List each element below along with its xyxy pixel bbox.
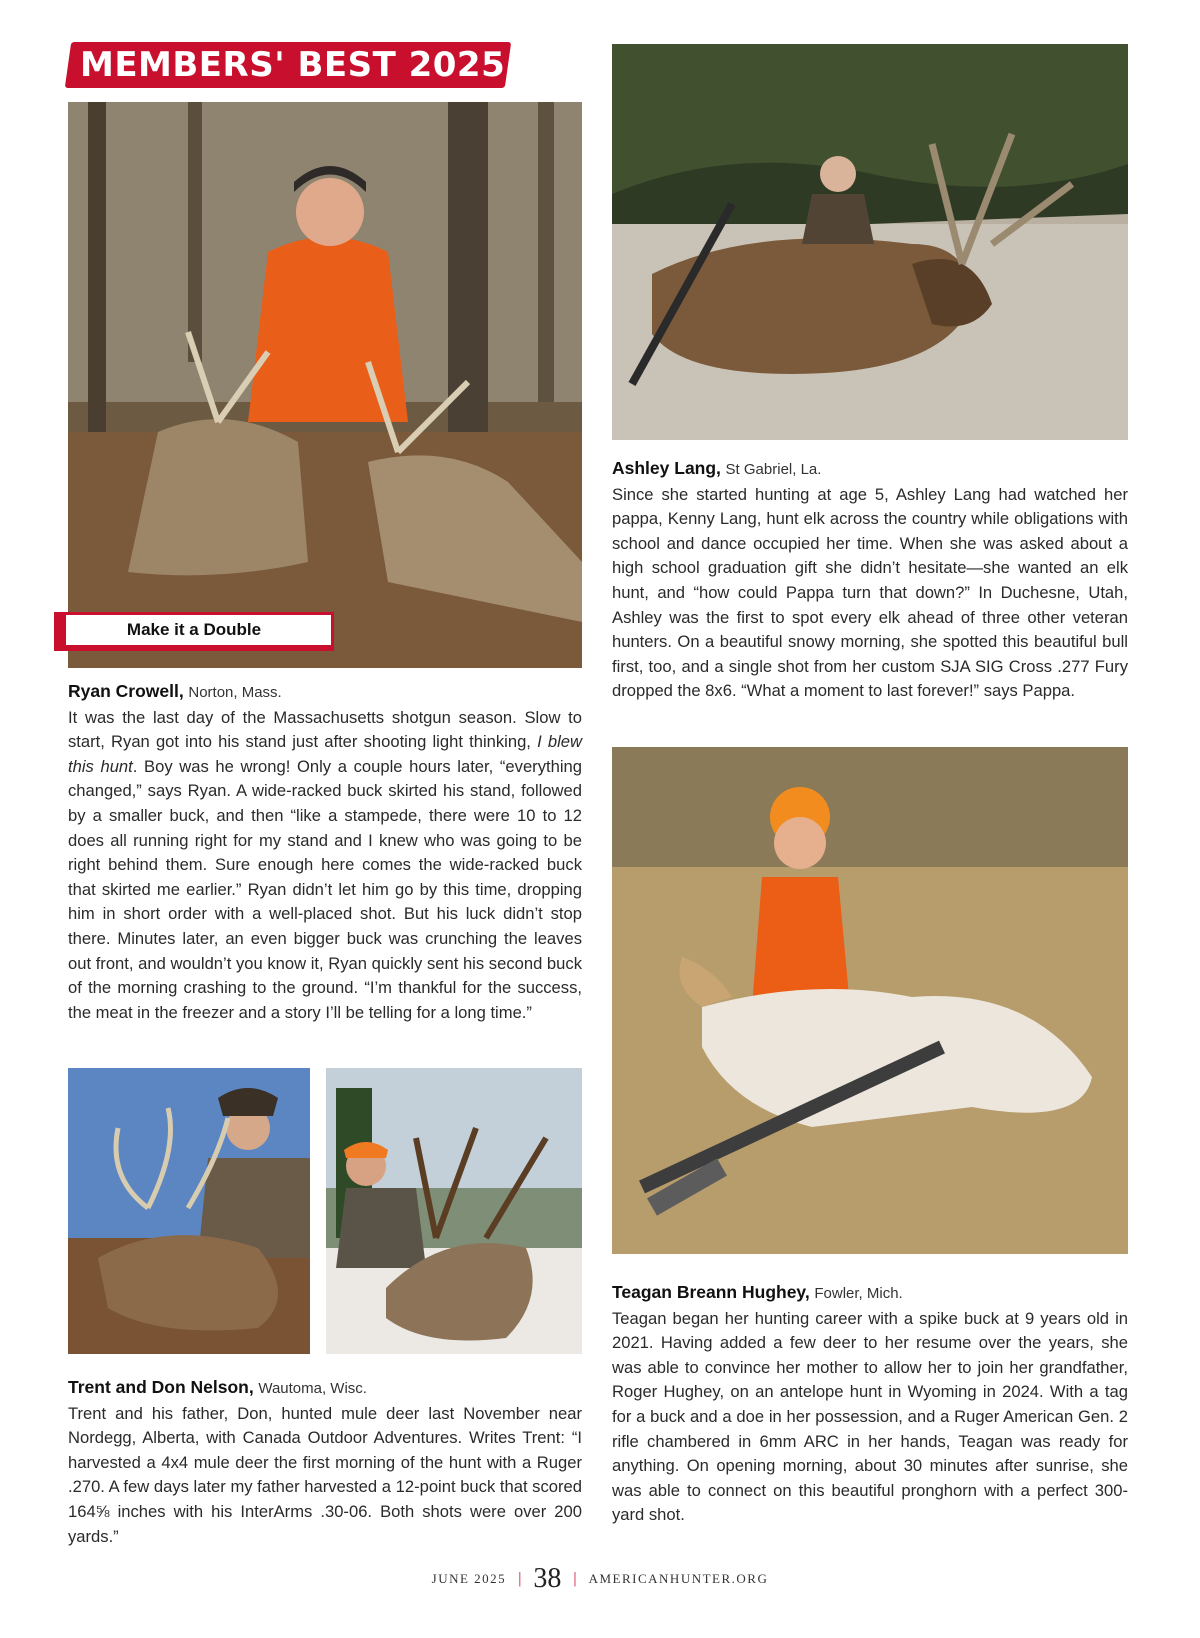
story-hughey-name: Teagan Breann Hughey, [612,1282,810,1302]
story-nelson-body [68,1375,582,1549]
photo-nelson-mule-deer-1 [68,1068,310,1354]
photo-crowell-whitetails [68,102,582,668]
page-title: MEMBERS' BEST 2025 [80,45,506,85]
photo-lang-elk [612,44,1128,440]
footer-separator-right: | [573,1570,577,1587]
story-hughey-body [612,1280,1128,1528]
story-lang-name: Ashley Lang, [612,458,721,478]
story-crowell-text-italic: I blew this hunt [68,732,582,776]
story-hughey-location: Fowler, Mich. [814,1285,903,1302]
story-hughey [612,1280,1128,1528]
story-lang-text: Since she started hunting at age 5, Ashley Lang had watched her pappa, Kenny Lang, hunt elk across the country while obligations with school and dance occupied her time. When she was asked about a high school graduation gift she didn’t hesitate—she wanted an elk hunt, and “how could Pappa turn that down?” In Duchesne, Utah, Ashley was the first to spot every elk ahead of three other veteran hunters. On a beautiful snowy morning, she spotted this beautiful bull first, too, and a single shot from her custom SJA SIG Cross .277 Fury dropped the 8x6. “What a moment to last forever!” says Pappa. [612,484,1128,701]
footer-site[interactable]: AMERICANHUNTER.ORG [588,1571,769,1586]
story-nelson-text: Trent and his father, Don, hunted mule deer last November near Nordegg, Alberta, with Canada Outdoor Adventures. Writes Trent: “I harvested a 4x4 mule deer the first morning of the hunt with a Ruger .270. A few days later my father harvested a 12-point buck that scored 164⅝ inches with his InterArms .30-06. Both shots were over 200 yards.” [68,1403,582,1546]
photo-hughey-pronghorn [612,747,1128,1254]
story-nelson-location: Wautoma, Wisc. [258,1380,367,1397]
footer-page-number: 38 [533,1563,562,1594]
photo-nelson-mule-deer-2 [326,1068,582,1354]
footer-separator-left: | [518,1570,522,1587]
story-crowell [68,679,582,1025]
story-lang [612,456,1128,704]
story-nelson [68,1375,582,1549]
story-crowell-body [68,679,582,1025]
page-footer [0,1563,1200,1603]
story-hughey-text: Teagan began her hunting career with a spike buck at 9 years old in 2021. Having added a few deer to her resume over the years, she was able to convince her mother to allow her to join her grandfather, Roger Hughey, on an antelope hunt in Wyoming in 2024. With a tag for a buck and a doe in her possession, and a Ruger American Gen. 2 rifle chambered in 6mm ARC in her hands, Teagan was ready for anything. On opening morning, about 30 minutes after sunrise, she was able to connect on this beautiful pronghorn with a perfect 300-yard shot. [612,1308,1128,1525]
story-crowell-name: Ryan Crowell, [68,681,184,701]
story-crowell-text-2: . Boy was he wrong! Only a couple hours later, “everything changed,” says Ryan. A wide-racked buck skirted his stand, followed by a smaller buck, and then “like a stampede, there were 10 to 12 does all running right for my stand and I knew who was going to be right behind them. Sure enough here comes the wide-racked buck that skirted me earlier.” Ryan didn’t let him go by this time, dropping him in short order with a well-placed shot. But his luck didn’t stop there. Minutes later, an even bigger buck was crunching the leaves out front, and wouldn’t you know it, Ryan quickly sent his second buck of the morning crashing to the ground. “I’m thankful for the success, the meat in the freezer and a story I’ll be telling for a long time.” [68,756,582,1022]
story-lang-location: St Gabriel, La. [725,461,822,478]
photo-tag-label: Make it a Double [126,620,262,639]
story-nelson-name: Trent and Don Nelson, [68,1377,254,1397]
story-crowell-location: Norton, Mass. [188,684,282,701]
footer-issue: JUNE 2025 [431,1571,507,1586]
story-lang-body [612,456,1128,704]
story-crowell-text-1: It was the last day of the Massachusetts shotgun season. Slow to start, Ryan got into his stand just after shooting light thinking, [68,707,582,752]
